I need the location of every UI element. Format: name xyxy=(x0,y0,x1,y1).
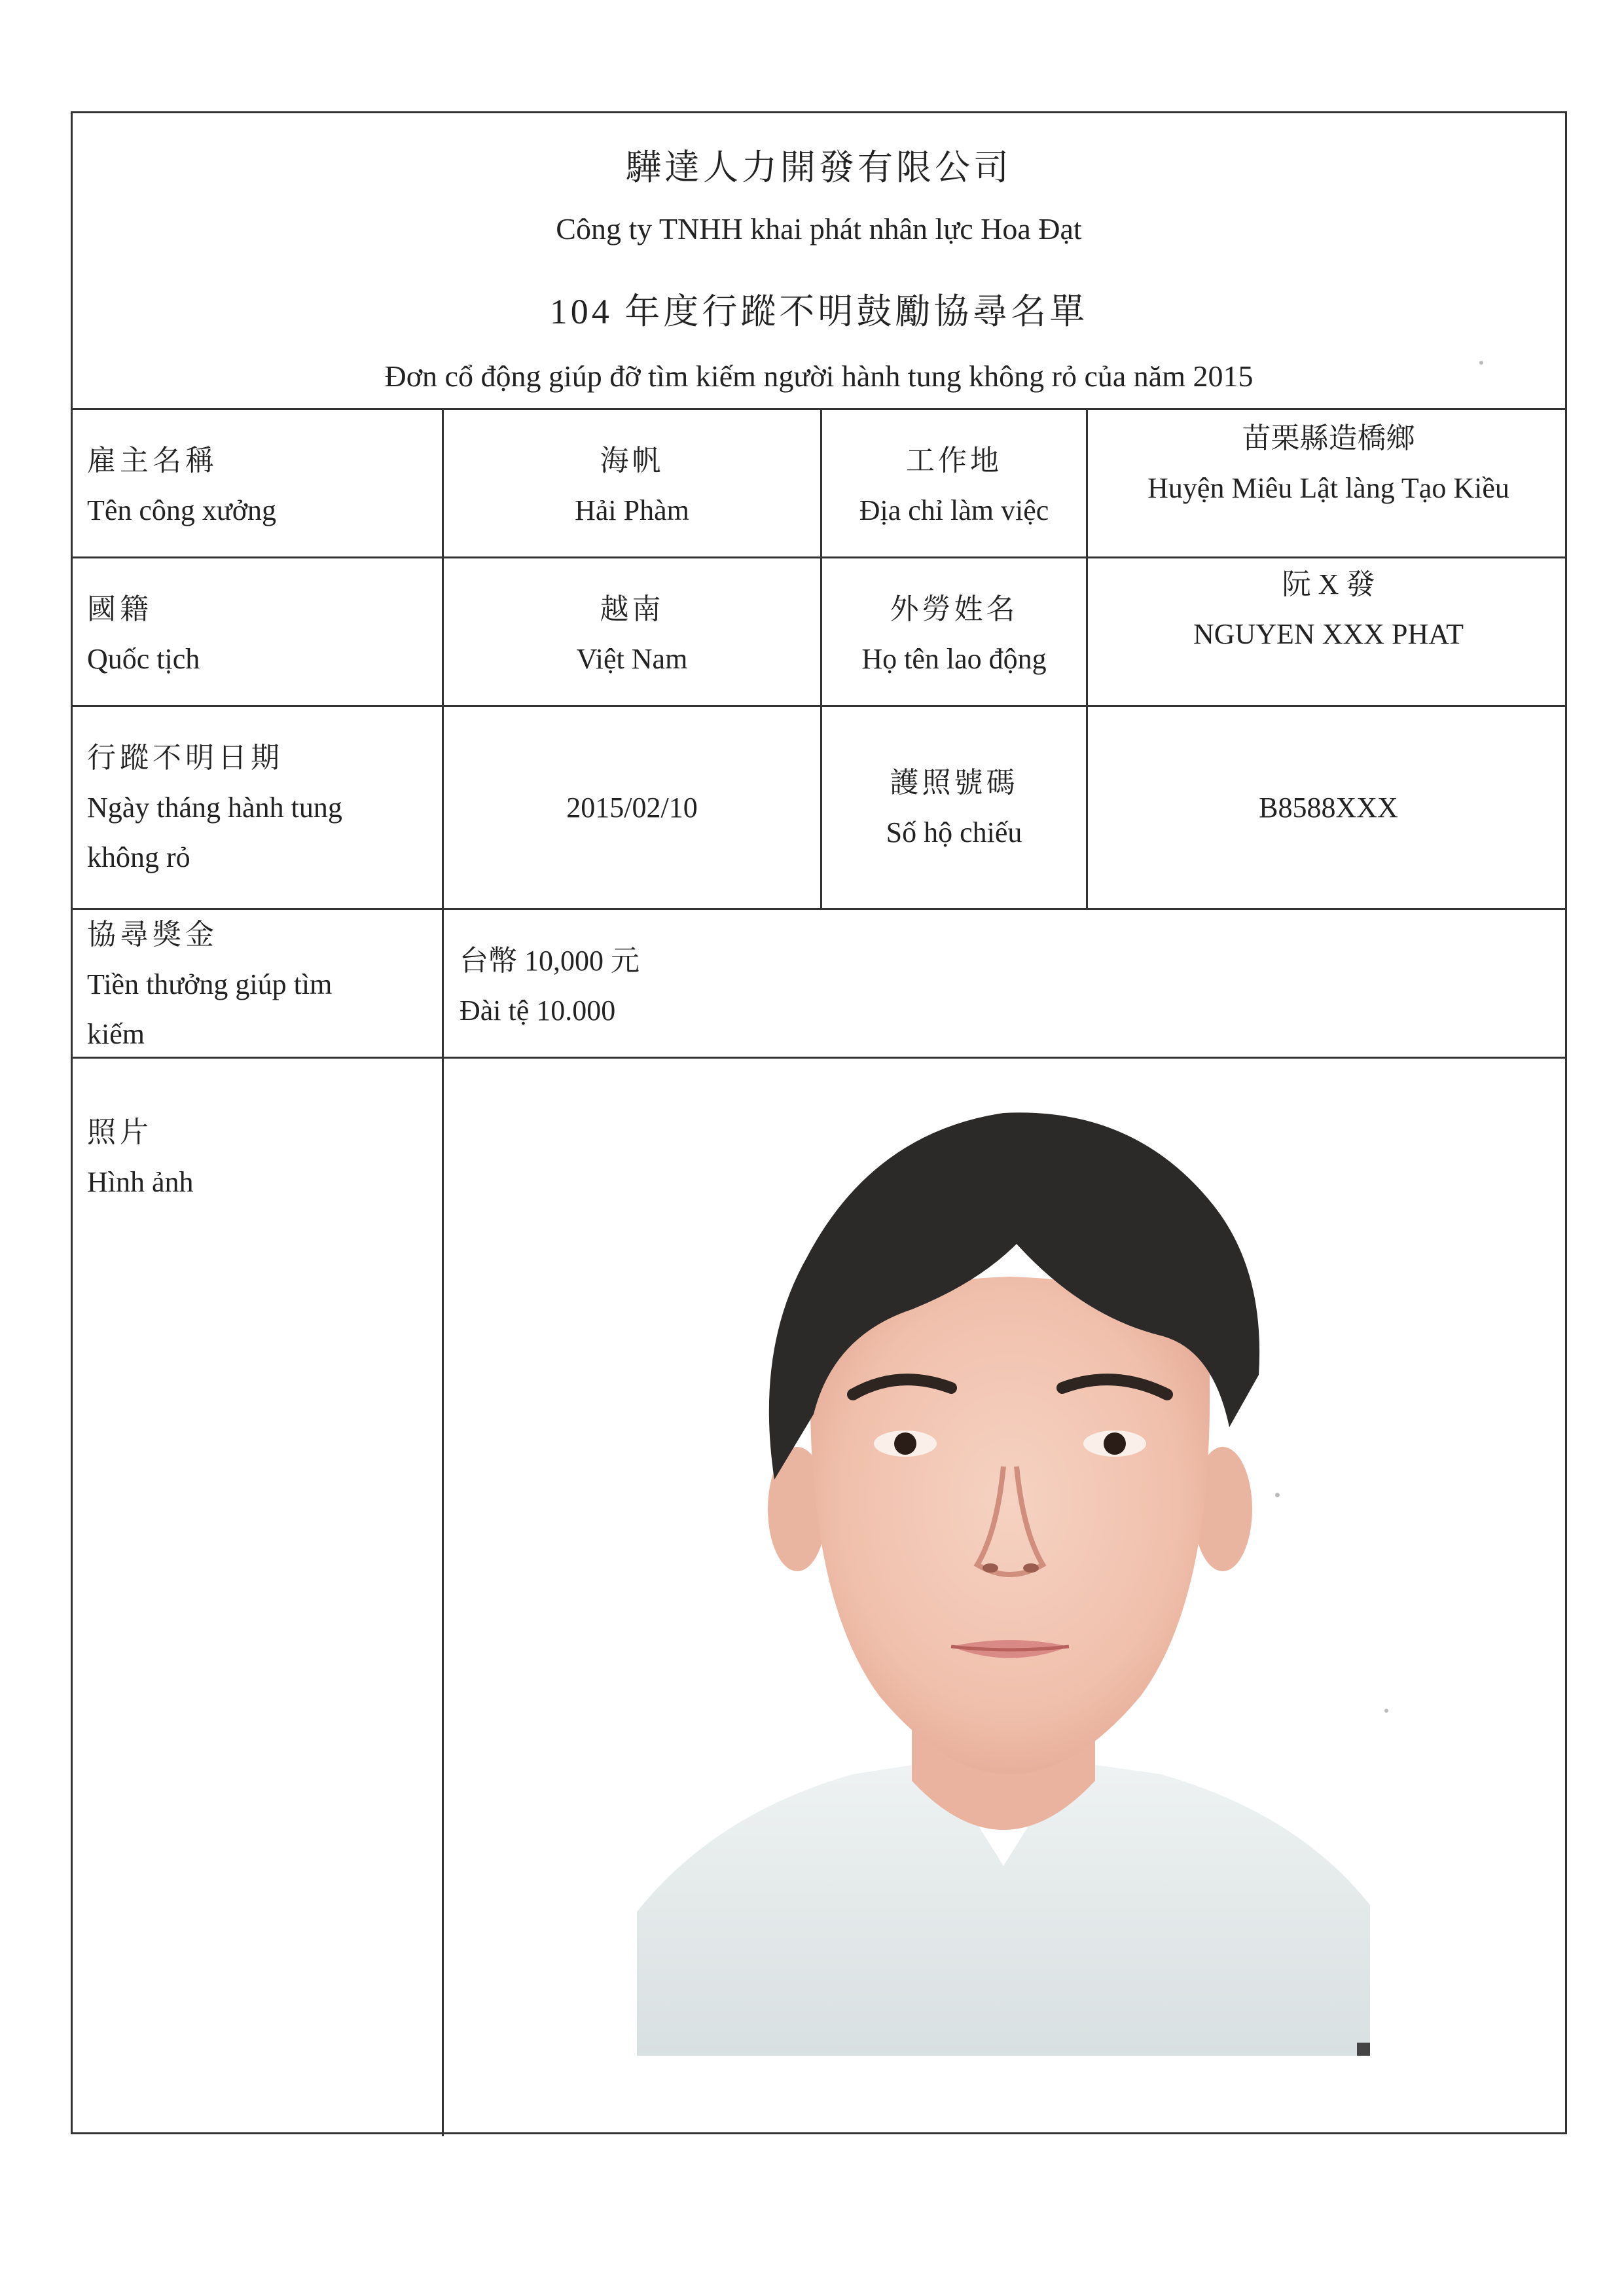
left-nostril-shape xyxy=(983,1563,998,1573)
employer-value-vi: Hải Phàm xyxy=(575,494,689,526)
passport-value-cell xyxy=(1088,707,1569,908)
nationality-value-vi: Việt Nam xyxy=(576,643,688,675)
face-shape xyxy=(810,1277,1210,1774)
worker-name-value-vi: NGUYEN XXX PHAT xyxy=(1193,618,1464,650)
row-missing-date xyxy=(73,707,1565,910)
passport-label-vi: Số hộ chiếu xyxy=(886,816,1022,848)
photo-label-zh: 照片 xyxy=(87,1116,153,1148)
reward-value-zh: 台幣 10,000 元 xyxy=(460,945,640,977)
worker-name-label-zh: 外勞姓名 xyxy=(890,593,1019,625)
photo-label-cell xyxy=(73,1059,444,2136)
scan-speck xyxy=(1384,1709,1388,1713)
form-title-vi: Đơn cổ động giúp đỡ tìm kiếm người hành tung không rỏ của năm 2015 xyxy=(384,359,1254,393)
worker-name-label-vi: Họ tên lao động xyxy=(861,643,1047,675)
missing-date-label-zh: 行蹤不明日期 xyxy=(87,742,283,774)
form-header xyxy=(73,113,1565,410)
employer-label-cell xyxy=(73,410,444,556)
workplace-value-vi: Huyện Miêu Lật làng Tạo Kiều xyxy=(1147,472,1509,504)
passport-value: B8588XXX xyxy=(1259,792,1398,824)
right-nostril-shape xyxy=(1023,1563,1039,1573)
missing-date-label-vi-2: không rỏ xyxy=(87,841,190,873)
nationality-value-cell xyxy=(444,558,822,705)
scan-speck xyxy=(1275,1493,1280,1497)
company-name-vi: Công ty TNHH khai phát nhân lực Hoa Đạt xyxy=(556,212,1082,246)
employer-label-zh: 雇主名稱 xyxy=(87,445,218,477)
missing-date-value-cell xyxy=(444,707,822,908)
employer-value-zh: 海帆 xyxy=(600,445,664,477)
missing-date-label-cell xyxy=(73,707,444,908)
reward-label-vi-2: kiếm xyxy=(87,1018,145,1050)
passport-label-zh: 護照號碼 xyxy=(890,767,1019,799)
row-employer xyxy=(73,410,1565,558)
reward-value-vi: Đài tệ 10.000 xyxy=(460,994,616,1027)
workplace-label-cell xyxy=(822,410,1088,556)
workplace-value-cell xyxy=(1088,410,1569,556)
form-title-zh: 104 年度行蹤不明鼓勵協尋名單 xyxy=(549,292,1089,331)
worker-name-label-cell xyxy=(822,558,1088,705)
nationality-label-zh: 國籍 xyxy=(87,593,153,625)
missing-date-value: 2015/02/10 xyxy=(566,792,698,824)
nationality-label-cell xyxy=(73,558,444,705)
nationality-value-zh: 越南 xyxy=(600,593,664,625)
missing-date-label-vi-1: Ngày tháng hành tung xyxy=(87,792,342,824)
row-nationality xyxy=(73,558,1565,707)
reward-label-vi-1: Tiền thưởng giúp tìm xyxy=(87,968,333,1000)
workplace-value-zh: 苗栗縣造橋鄉 xyxy=(1242,422,1415,454)
passport-label-cell xyxy=(822,707,1088,908)
left-pupil-shape xyxy=(894,1432,916,1455)
nationality-label-vi: Quốc tịch xyxy=(87,643,200,675)
employer-label-vi: Tên công xưởng xyxy=(87,494,277,526)
reward-label-cell xyxy=(73,910,444,1057)
worker-name-value-zh: 阮 X 發 xyxy=(1282,568,1375,600)
scan-speck xyxy=(1479,361,1483,365)
scan-corner-mark xyxy=(1357,2043,1370,2056)
photo-label-vi: Hình ảnh xyxy=(87,1166,194,1198)
right-pupil-shape xyxy=(1104,1432,1126,1455)
worker-name-value-cell xyxy=(1088,558,1569,705)
workplace-label-zh: 工作地 xyxy=(906,445,1002,477)
company-name-zh: 驊達人力開發有限公司 xyxy=(626,148,1012,187)
worker-portrait-image xyxy=(637,1008,1370,2056)
reward-label-zh: 協尋獎金 xyxy=(87,919,218,951)
workplace-label-vi: Địa chỉ làm việc xyxy=(859,494,1049,526)
employer-value-cell xyxy=(444,410,822,556)
